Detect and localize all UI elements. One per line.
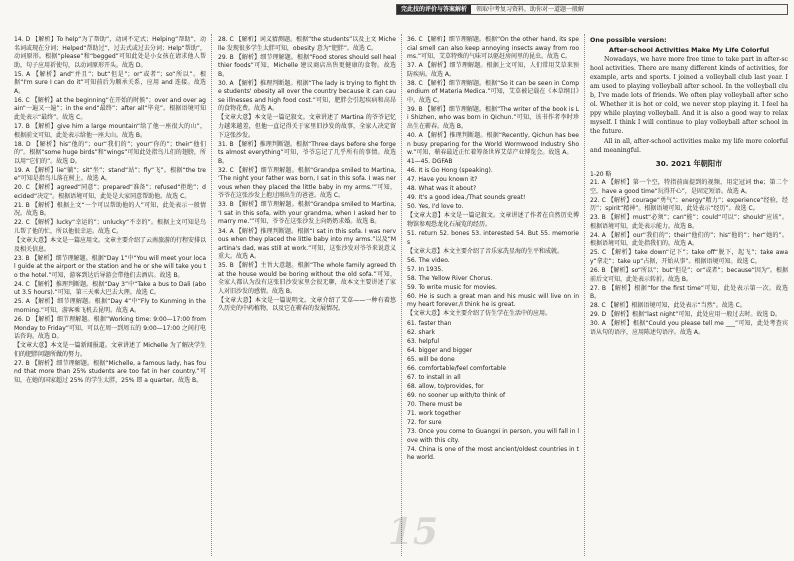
answer-item: 25. A 【解析】细节理解题。根据“Day 4”中“Fly to Kunming in the morning.”可知，游客乘飞机去昆明。故选 A。	[14, 298, 206, 314]
answer-item: 51. return 52. bones 53. interested 54. But 55. memories	[407, 230, 579, 246]
essay-paragraph: Nowadays, we have more free time to take part in after-school activities. There are many different kinds of activities, for example, arts and sports. I joined a volleyball club last year. I am used to playing volleyball after school. In the volleyball club, I've made lots of friends. We often play volleyball after school. Whether it is hot or cold, we never stop playing it. I feel happy while playing volleyball. And it is also a good way to relax myself. I think I will continue to play volleyball after school in the future.	[590, 56, 788, 135]
answer-item: 40. A 【解析】推理判断题。根据“Recently, Qichun has been busy preparing for the World Wormwood Industry Show.”可知，蕲春最近正忙着筹备世界艾草产业博览会。故选 A。	[407, 132, 579, 157]
answer-item: 64. bigger and bigger	[407, 346, 473, 354]
answer-item: 72. for sure	[407, 419, 442, 427]
answer-item: 27. B 【解析】细节理解题。根据“Michelle, a famous lady, has found that more than 25% students are too fat in her country.”可知，在她的国家超过 25% 的学生太胖，25% 即 a quarter。故选 B。	[14, 359, 206, 384]
answer-item: 37. A 【解析】细节理解题。根据上文可知，人们常用艾草来预防疾病。故选 A。	[407, 62, 579, 78]
answer-item: 28. C 【解析】根据语境可知，此处表示“当然”。故选 C。	[590, 302, 746, 310]
answer-item: 33. B 【解析】细节理解题。根据“Grandpa smiled to Martina, ‘I sat in this sofa, with your grandma, when I asked her to marry me.’”可知，爷爷在这张沙发上向奶奶求婚。故选 B。	[218, 201, 396, 226]
answer-item: 69. no sooner up with/to think of	[407, 391, 506, 399]
summary-paragraph: 【文章大意】本文是一篇记叙文。文章讲述了 Martina 的爷爷记忆力越来越差，但他一直记得关于家里旧沙发的故事，全家人决定留下这张沙发。	[218, 114, 396, 139]
answer-item: 63. helpful	[407, 337, 440, 345]
answer-item: 39. B 【解析】细节理解题。根据“The writer of the book is Li Shizhen, who was born in Qichun.”可知，该书作者李时珍出生在蕲春。故选 B。	[407, 105, 579, 130]
answer-item: 21. B 【解析】根据上文“一个可以帮助他的人”可知，此处表示一般情况。故选 B。	[14, 201, 206, 218]
answer-item: 62. shark	[407, 328, 435, 336]
answer-item: 57. In 1935.	[407, 265, 444, 273]
answer-item: 29. B 【解析】细节理解题。根据“Food stores should sell healthier foods”可知，Michelle 建议商店出售更健康的食物。故选 B。	[218, 53, 396, 78]
answer-item: 60. He is such a great man and his music will live on in my heart forever./I think he is great.	[407, 292, 579, 309]
answer-item: 23. B 【解析】细节理解题。根据“Day 1”中“You will meet your local guide at the airport or the station and he or she will take you to the hotel.”可知，游客到达后导游会带他们去酒店。故选 B。	[14, 254, 206, 279]
answer-item: 73. Once you come to Guangxi in person, you will fall in love with this city.	[407, 428, 579, 444]
answer-column-3	[407, 36, 579, 556]
answer-item: 31. B 【解析】推理判断题。根据“Three days before she forgets almost everything”可知，爷爷忘记了几乎所有的事情。故选 B。	[218, 140, 396, 165]
answer-item: 32. C 【解析】细节理解题。根据“Grandpa smiled to Martina, ‘The night your father was born, I sat in this sofa. I was nervous when they placed the little baby in my arms.’”可知，爷爷在这张沙发上抱过刚出生的爸爸。故选 C。	[218, 166, 396, 200]
answer-item: 22. C 【解析】lucky“幸运的”；unlucky“不幸的”。根据上文可知是鸟儿帮了他的忙，所以他很幸运。故选 C。	[14, 219, 206, 236]
answer-item: 19. A 【解析】lie“躺”；sit“坐”；stand“站”；fly“飞”。根据“the tree”可知是指鸟儿落在树上。故选 A。	[14, 166, 206, 183]
essay-title: After-school Activities Make My Life Colorful	[608, 46, 770, 54]
answer-item: 20. C 【解析】agreed“同意”；prepared“准备”；refused“拒绝”；decided“决定”。根据语境可知，此处是大家同意帮助他。故选 C。	[14, 184, 206, 200]
answer-item: 15. A 【解析】and“并且”；but“但是”；or“或者”；so“所以”。根据“I'm sure I can do it”可知前后为顺承关系，应用 and 连接。故选 A。	[14, 70, 206, 95]
answer-item: 65. will be done	[407, 355, 455, 363]
answer-item: 17. B 【解析】give him a large mountain“给了他一座很大的山”，根据前文可知，此处表示给他一座大山。故选 B。	[14, 122, 206, 139]
answer-item: 48. What was it about?	[407, 185, 477, 193]
answer-item: 58. The Yellow River Chorus.	[407, 274, 493, 282]
answer-item: 49. It's a good idea./That sounds great!	[407, 194, 526, 202]
answer-column-1	[14, 36, 206, 556]
answer-item: 21. A 【解析】第一个空，特指前面提到的视频，用定冠词 the；第二个空，have a good time“玩得开心”，是固定短语。故选 A。	[590, 179, 788, 195]
answer-item: 68. allow, to/provides, for	[407, 382, 484, 390]
summary-paragraph: 【文章大意】本文是一篇新闻报道。文章讲述了 Michelle 为了解决学生们的肥胖问题所做的努力。	[14, 342, 206, 358]
summary-paragraph: 【文章大意】本文是一篇记叙文。文章讲述了作者在自然历史博物馆参观恐龙化石展览的经历。	[407, 212, 579, 228]
answer-item: 41—45. DGFAB	[407, 158, 453, 166]
answer-item: 34. A 【解析】推理判断题。根据“I sat in this sofa. I was nervous when they placed the little baby into my arms.”以及“Martina's dad, was still at work.”可知，这张沙发对爷爷来说意义重大。故选 A。	[218, 227, 396, 261]
answer-item: 30. A 【解析】根据“Could you please tell me ___”可知，此处考查宾语从句的语序，应用陈述句语序。故选 A。	[590, 320, 788, 336]
answer-item: 38. C 【解析】细节理解题。根据“So it can be seen in Compendium of Materia Medica.”可知，艾草被记载在《本草纲目》中。故选 C。	[407, 79, 579, 104]
answer-item: 36. C 【解析】细节理解题。根据“On the other hand, its special smell can also keep annoying insects away from rooms.”可知，艾草特殊的气味可以驱赶房间里的昆虫。故选 C。	[407, 36, 579, 61]
page-header-banner	[396, 4, 788, 15]
answer-item: 66. comfortable/feel comfortable	[407, 364, 507, 372]
header-text: 领取中考复习资料，助你对一道题一般解	[476, 6, 585, 13]
column-divider	[584, 34, 585, 556]
answer-item: 74. China is one of the most ancient/oldest countries in the world.	[407, 445, 579, 462]
answer-item: 70. There must be	[407, 400, 463, 408]
essay-label: One possible version:	[590, 37, 667, 44]
answer-item: 18. D 【解析】his“他的”；our“我们的”；your“你的”；their“他们的”。根据“some huge birds”和“wings”可知此处指鸟儿们的翅膀，所以用“它们的”。故选 D。	[14, 140, 206, 165]
answer-item: 59. To write music for movies.	[407, 283, 497, 291]
answer-item: 71. work together	[407, 409, 461, 417]
answer-column-2	[218, 36, 396, 556]
answer-item: 16. C 【解析】at the beginning“在开始的时候”；over and over again“一遍又一遍”；in the end“最终”；after all“毕竟”。根据语境可知此处表示“最终”。故选 C。	[14, 96, 206, 121]
answer-item: 26. B 【解析】so“所以”；but“但是”；or“或者”；because“因为”。根据前后文可知，此处表示转折。故选 B。	[590, 267, 788, 283]
section-skip-note: 1-20 略	[590, 170, 612, 178]
section-answer-list	[590, 179, 788, 337]
answer-item: 24. C 【解析】推理判断题。根据“Day 3”中“Take a bus to Dali (about 3.5 hours).”可知，第三天乘大巴去大理。故选 C。	[14, 280, 206, 297]
answer-item: 22. C 【解析】courage“勇气”；energy“精力”；experience“经验，经历”；spirit“精神”。根据语境可知，此处表示“经历”。故选 C。	[590, 196, 788, 213]
column-divider	[401, 34, 402, 556]
header-badge: 完此技的评价与答案解析	[397, 5, 471, 14]
answer-item: 56. The video.	[407, 256, 450, 264]
summary-paragraph: 【文章大意】本文主要介绍了仿生学在生活中的应用。	[407, 310, 552, 318]
answer-item: 26. D 【解析】细节理解题。根据“Working time: 9:00—17:00 from Monday to Friday”可知，可以在周一到周五的 9:00—17:00 之间打电话咨询。故选 D。	[14, 316, 206, 341]
answer-item: 25. C 【解析】take down“记下”；take off“脱下，起飞”；take away“拿走”；take up“占据，开始从事”。根据语境可知。故选 C。	[590, 249, 788, 266]
summary-paragraph: 【文章大意】本文是一篇说明文。文章介绍了艾草——一种有着悠久历史的中药植物，以及它在蕲春的发展情况。	[218, 296, 396, 313]
answer-item: 61. faster than	[407, 319, 452, 327]
section-title: 30. 2021 年朝阳市	[655, 158, 723, 168]
essay-paragraph: All in all, after-school activities make my life more colorful and meaningful.	[590, 137, 788, 154]
answer-item: 67. to install in all	[407, 373, 461, 381]
answer-item: 30. A 【解析】推理判断题。根据“The lady is trying to fight the students' obesity all over the country because it can cause illnesses and high food cost.”可知，肥胖会引起疾病和高昂的食物花费。故选 A。	[218, 79, 396, 113]
answer-item: 35. B 【解析】主旨大意题。根据“The whole family agreed that the house would be boring without the old sofa.”可知，全家人都认为没有这张旧沙发家里会很无聊，故本文主要讲述了家人对旧沙发的感情。故选 B。	[218, 262, 396, 295]
summary-paragraph: 【文章大意】本文是一篇应用文。文章主要介绍了云南旅游的行程安排以及相关信息。	[14, 237, 206, 253]
page-watermark: 15	[388, 511, 439, 553]
answer-item: 23. B 【解析】must“必须”；can“能”；could“可以”；should“应该”。根据语境可知，此处表示能力。故选 B。	[590, 214, 788, 230]
answer-item: 14. D 【解析】To help“为了帮助”，动词不定式；Helping“帮助”，动名词或现在分词；Helped“帮助过”，过去式或过去分词；Help“帮助”，动词原形。根据“please”和“begged”可知此处是小女孩在请求他人帮助，句子应用祈使句，以动词原形开头。故选 D。	[14, 36, 206, 69]
answer-item: 46. It is Go Hong (speaking).	[407, 167, 493, 175]
summary-paragraph: 【文章大意】本文主要介绍了音乐家冼星海的生平和成就。	[407, 247, 564, 255]
column-divider	[211, 34, 212, 556]
answer-item: 29. D 【解析】根据“last night”可知，此处应用一般过去时。故选 D。	[590, 311, 781, 319]
answer-item: 24. A 【解析】our“我们的”；their“他们的”；his“他的”；her“她的”。根据语境可知，此处指我们的。故选 A。	[590, 231, 788, 248]
answer-item: 47. Have you known it?	[407, 176, 478, 184]
answer-item: 28. C 【解析】词义猜测题。根据“the students”以及上文 Michelle 发现很多学生太胖可知，obesity 意为“肥胖”。故选 C。	[218, 36, 396, 52]
answer-item: 50. Yes, I'd love to.	[407, 203, 464, 211]
answer-item: 27. B 【解析】根据“for the first time”可知，此处表示第一次。故选 B。	[590, 284, 788, 301]
answer-column-4	[590, 36, 788, 556]
